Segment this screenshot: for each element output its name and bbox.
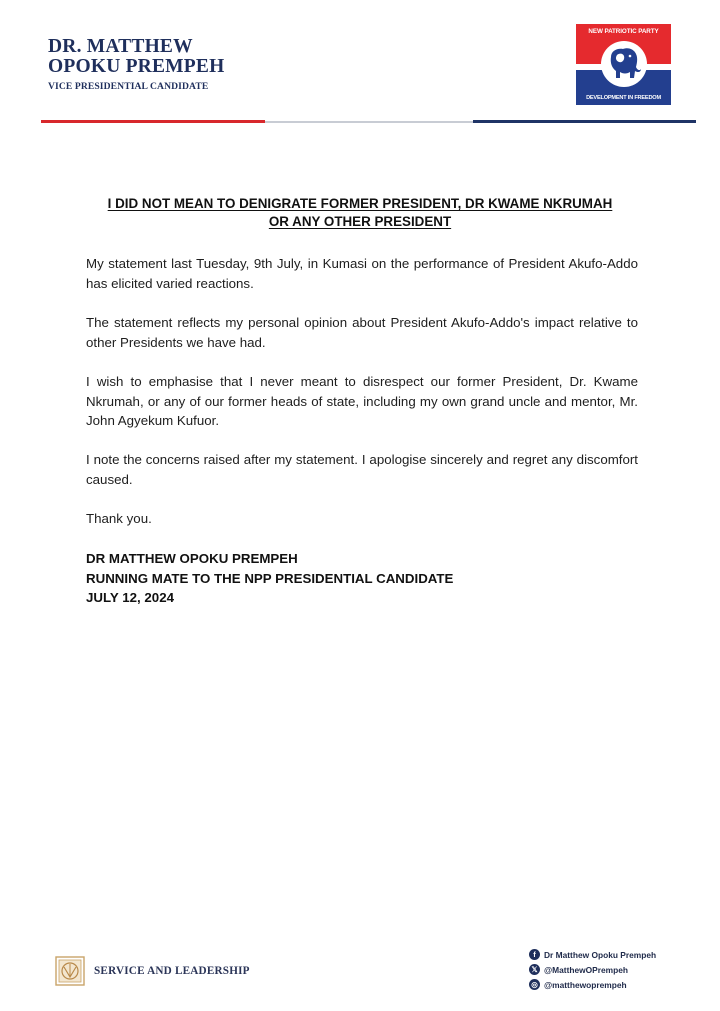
- facebook-icon: f: [529, 949, 540, 960]
- footer-motto: SERVICE AND LEADERSHIP: [94, 965, 250, 977]
- paragraph-3: I wish to emphasise that I never meant to disrespect our former President, Dr. Kwame Nkrumah, or any of our former heads of state, including my own grand uncle and mentor, Mr. John Agyekum Kufuor.: [86, 374, 638, 428]
- logo-top-text: NEW PATRIOTIC PARTY: [588, 28, 659, 35]
- instagram-icon: ◎: [529, 979, 540, 990]
- paragraph-2: The statement reflects my personal opinion about President Akufo-Addo's impact relative to other Presidents we have had.: [86, 315, 638, 350]
- statement-title-line2: OR ANY OTHER PRESIDENT: [268, 214, 452, 229]
- emblem-icon: [54, 955, 86, 987]
- social-facebook-label: Dr Matthew Opoku Prempeh: [544, 949, 657, 960]
- social-instagram-label: @matthewoprempeh: [544, 979, 627, 990]
- header-divider-gray: [265, 121, 473, 123]
- letterhead-name-line2: OPOKU PREMPEH: [48, 56, 225, 77]
- paragraph-4: I note the concerns raised after my statement. I apologise sincerely and regret any discomfort caused.: [86, 452, 638, 487]
- social-facebook[interactable]: [529, 949, 656, 960]
- social-instagram[interactable]: [529, 979, 627, 990]
- header-divider-red: [41, 120, 265, 123]
- statement-title: [80, 195, 640, 231]
- x-twitter-icon: 𝕏: [529, 964, 540, 975]
- npp-party-logo: [576, 24, 671, 105]
- signature-date: JULY 12, 2024: [86, 590, 174, 606]
- signature-title: RUNNING MATE TO THE NPP PRESIDENTIAL CANDIDATE: [86, 570, 454, 586]
- closing-thanks: Thank you.: [86, 511, 152, 526]
- social-x[interactable]: [529, 964, 628, 975]
- elephant-icon: [603, 43, 645, 85]
- logo-bottom-text: DEVELOPMENT IN FREEDOM: [586, 95, 661, 101]
- letterhead-name: [48, 37, 224, 77]
- letterhead-role: VICE PRESIDENTIAL CANDIDATE: [48, 81, 209, 92]
- header-divider-navy: [473, 120, 696, 123]
- signature-name: DR MATTHEW OPOKU PREMPEH: [86, 551, 298, 566]
- paragraph-1: My statement last Tuesday, 9th July, in Kumasi on the performance of President Akufo-Addo has elicited varied reactions.: [86, 256, 638, 291]
- letterhead-name-line1: DR. MATTHEW: [48, 36, 193, 57]
- signature-block: [86, 549, 453, 608]
- statement-title-line1: I DID NOT MEAN TO DENIGRATE FORMER PRESIDENT, DR KWAME NKRUMAH: [107, 196, 613, 211]
- social-x-label: @MatthewOPrempeh: [544, 964, 629, 975]
